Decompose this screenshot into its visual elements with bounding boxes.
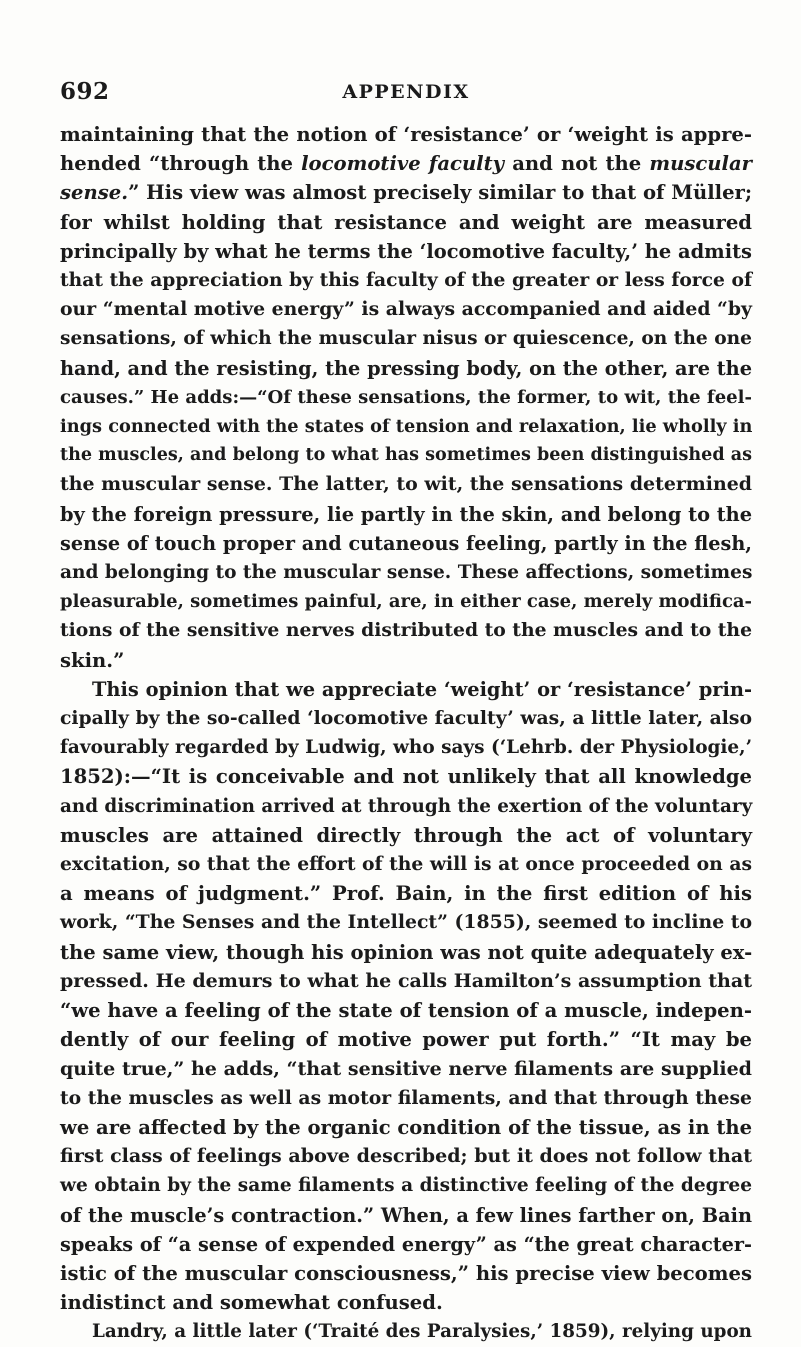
text-line: that the appreciation by this faculty of the greater or less force of bbox=[60, 269, 752, 292]
text-line: the muscles, and belong to what has sometimes been distinguished as bbox=[60, 445, 752, 466]
text-line: tions of the sensitive nerves distributed to the muscles and to the bbox=[60, 619, 752, 642]
text-line: and belonging to the muscular sense. These affections, sometimes bbox=[60, 562, 753, 584]
text-line: causes.” He adds:—“Of these sensations, the former, to wit, the feel- bbox=[60, 386, 752, 408]
text-line: cipally by the so-called ‘locomotive faculty’ was, a little later, also bbox=[60, 707, 752, 730]
text-line: a means of judgment.” Prof. Bain, in the first edition of his bbox=[60, 882, 752, 906]
text-line: muscles are attained directly through the act of voluntary bbox=[60, 823, 752, 847]
text-line: hand, and the resisting, the pressing body, on the other, are the bbox=[60, 356, 753, 380]
text-line: “we have a feeling of the state of tension of a muscle, indepen- bbox=[60, 999, 753, 1023]
text-line: work, “The Senses and the Intellect” (1855), seemed to incline to bbox=[60, 911, 752, 934]
text-line: pleasurable, sometimes painful, are, in either case, merely modifica- bbox=[60, 591, 752, 613]
text-line: indistinct and somewhat confused. bbox=[60, 1291, 443, 1315]
text-line: sense.” His view was almost precisely similar to that of Müller; bbox=[60, 181, 753, 205]
text-line: we obtain by the same filaments a distinctive feeling of the degree bbox=[60, 1175, 752, 1197]
text-line: excitation, so that the effort of the will is at once proceeded on as bbox=[60, 853, 752, 876]
text-line: for whilst holding that resistance and weight are measured bbox=[60, 210, 752, 234]
text-line: 1852):—“It is conceivable and not unlikely that all knowledge bbox=[60, 765, 752, 789]
text-line: maintaining that the notion of ‘resistance’ or ‘weight is appre- bbox=[60, 123, 752, 146]
text-line: skin.” bbox=[60, 648, 125, 672]
text-line: our “mental motive energy” is always accompanied and aided “by bbox=[60, 298, 752, 321]
text-line: we are affected by the organic condition of the tissue, as in the bbox=[60, 1115, 752, 1139]
text-line: first class of feelings above described; but it does not follow that bbox=[60, 1145, 753, 1168]
text-line: speaks of “a sense of expended energy” as “the great character- bbox=[60, 1232, 752, 1256]
page-number: 692 bbox=[60, 78, 110, 105]
running-head bbox=[60, 78, 752, 108]
text-line: of the muscle’s contraction.” When, a few lines farther on, Bain bbox=[60, 1203, 752, 1227]
text-line: to the muscles as well as motor filaments, and that through these bbox=[60, 1086, 752, 1109]
text-line: sense of touch proper and cutaneous feeling, partly in the flesh, bbox=[60, 531, 752, 555]
text-line: the same view, though his opinion was not quite adequately ex- bbox=[60, 940, 753, 964]
text-line: favourably regarded by Ludwig, who says (‘Lehrb. der Physiologie,’ bbox=[60, 737, 752, 759]
header-title: APPENDIX bbox=[342, 81, 470, 103]
text-line: ings connected with the states of tension and relaxation, lie wholly in bbox=[60, 416, 753, 438]
text-line: the muscular sense. The latter, to wit, the sensations determined bbox=[60, 473, 752, 496]
text-line: and discrimination arrived at through the exertion of the voluntary bbox=[60, 795, 753, 817]
text-line: sensations, of which the muscular nisus or quiescence, on the one bbox=[60, 328, 752, 350]
text-line: by the foreign pressure, lie partly in the skin, and belong to the bbox=[60, 502, 753, 526]
text-line: hended “through the locomotive faculty and not the muscular bbox=[60, 152, 752, 176]
text-line: pressed. He demurs to what he calls Hamilton’s assumption that bbox=[60, 969, 752, 992]
text-line: principally by what he terms the ‘locomotive faculty,’ he admits bbox=[60, 239, 752, 263]
text-line: Landry, a little later (‘Traité des Paralysies,’ 1859), relying upon bbox=[92, 1321, 752, 1343]
text-line: istic of the muscular consciousness,” his precise view becomes bbox=[60, 1261, 752, 1285]
text-line: dently of our feeling of motive power put forth.” “It may be bbox=[60, 1028, 752, 1052]
text-line: This opinion that we appreciate ‘weight’ or ‘resistance’ prin- bbox=[92, 677, 752, 701]
text-line: quite true,” he adds, “that sensitive nerve filaments are supplied bbox=[60, 1057, 752, 1080]
body-text bbox=[60, 120, 752, 1347]
